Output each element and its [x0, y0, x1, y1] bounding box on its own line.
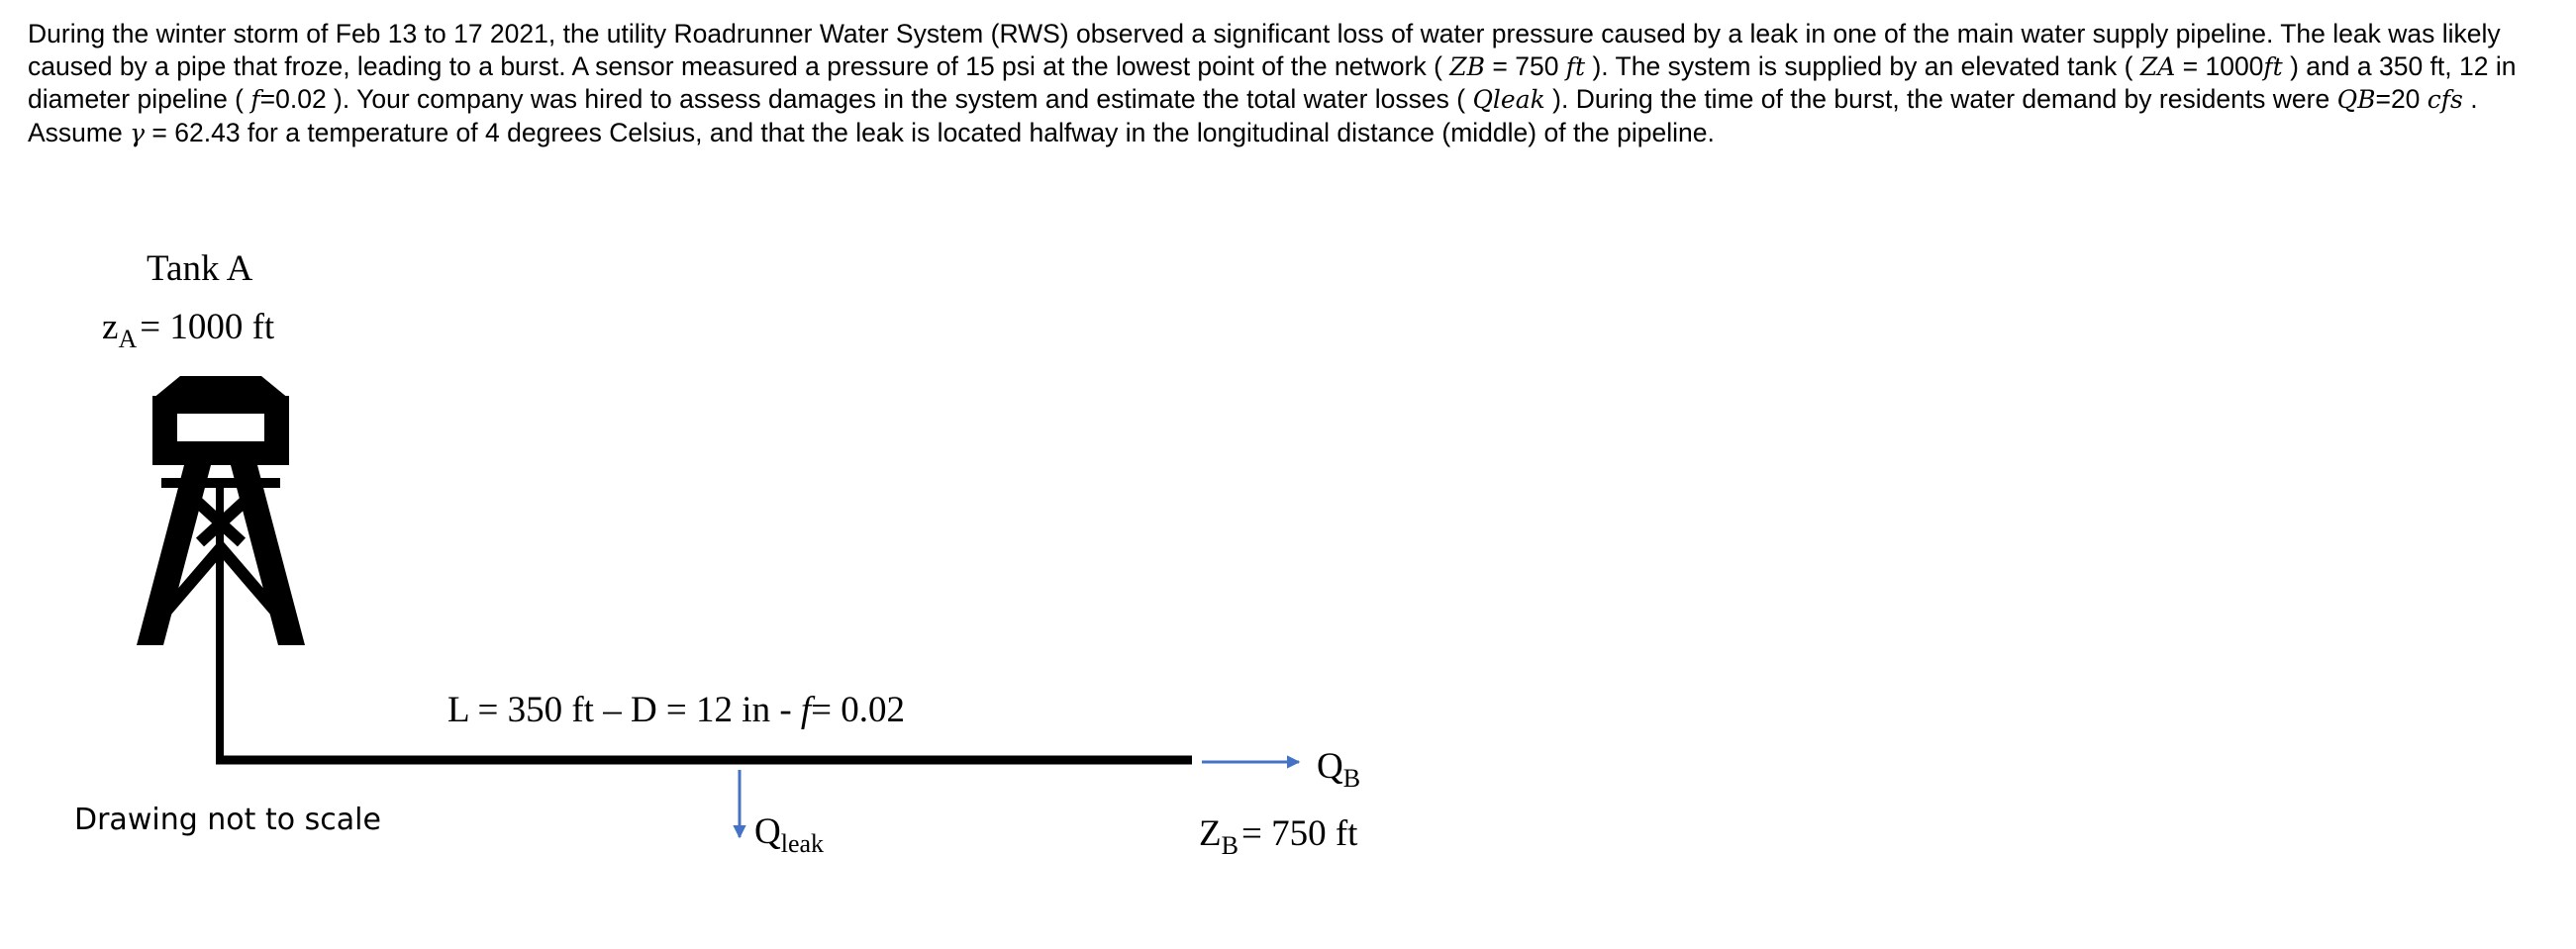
zb-subscript: B — [1221, 831, 1238, 860]
za-subscript: A — [118, 325, 138, 353]
math-qleak: Qleak — [1472, 85, 1545, 114]
qleak-symbol: Q — [754, 811, 781, 852]
qb-symbol: Q — [1317, 746, 1343, 787]
problem-text-6: =0.02 ). Your company was hired to assess damages in the system and estimate the total water losses ( — [259, 84, 1473, 114]
pipe-friction-symbol: f — [800, 690, 812, 730]
math-f: f — [250, 85, 260, 114]
problem-text-8: =20 — [2375, 84, 2427, 114]
problem-text-10: = 62.43 for a temperature of 4 degrees Celsius, and that the leak is located halfway in the longitudinal distance (middle) of the pipeline. — [145, 117, 1715, 147]
qb-label — [1317, 746, 1360, 793]
math-gamma: γ — [130, 118, 146, 147]
problem-text-1: During the winter storm of Feb 13 to 17 2021, the utility Roadrunner Water System (RWS) observed a significant loss of water pressure caused by a leak in one of the main water supply pipeline. The leak was likely caused by a pipe that froze, leading to a burst. A sensor measured a pressure of 15 psi at the lowest point of the network ( — [28, 19, 2501, 81]
zb-value: = 750 ft — [1240, 813, 1358, 854]
problem-text-7: ). During the time of the burst, the water demand by residents were — [1544, 84, 2337, 114]
math-ft: ft — [1565, 51, 1586, 81]
math-cfs: cfs — [2427, 85, 2463, 114]
math-za: ZA — [2139, 51, 2176, 81]
zb-label — [1199, 813, 1358, 860]
pipe-length-diameter: L = 350 ft – D = 12 in - — [447, 690, 801, 730]
za-symbol: z — [102, 307, 119, 347]
problem-text-4: = 1000 — [2175, 50, 2264, 81]
problem-text-2: = 750 — [1485, 50, 1566, 81]
math-ft: ft — [2263, 51, 2283, 81]
za-value: = 1000 ft — [140, 307, 275, 347]
problem-text-5: ) and a 350 ft, 12 in diameter pipeline ( — [28, 50, 2517, 114]
pipe-friction-value: = 0.02 — [811, 690, 906, 730]
problem-text-9: . Assume — [28, 84, 2478, 147]
tank-title: Tank A — [147, 248, 253, 289]
pipe-properties-label — [447, 690, 905, 730]
math-zb: ZB — [1449, 51, 1486, 81]
qleak-subscript: leak — [780, 829, 825, 858]
za-label — [102, 307, 275, 353]
not-to-scale-note: Drawing not to scale — [74, 803, 381, 837]
qb-subscript: B — [1342, 764, 1361, 793]
qleak-label — [754, 811, 824, 858]
problem-text-3: ). The system is supplied by an elevated tank ( — [1585, 50, 2140, 81]
math-qb: QB — [2336, 85, 2376, 114]
zb-symbol: Z — [1199, 813, 1222, 854]
